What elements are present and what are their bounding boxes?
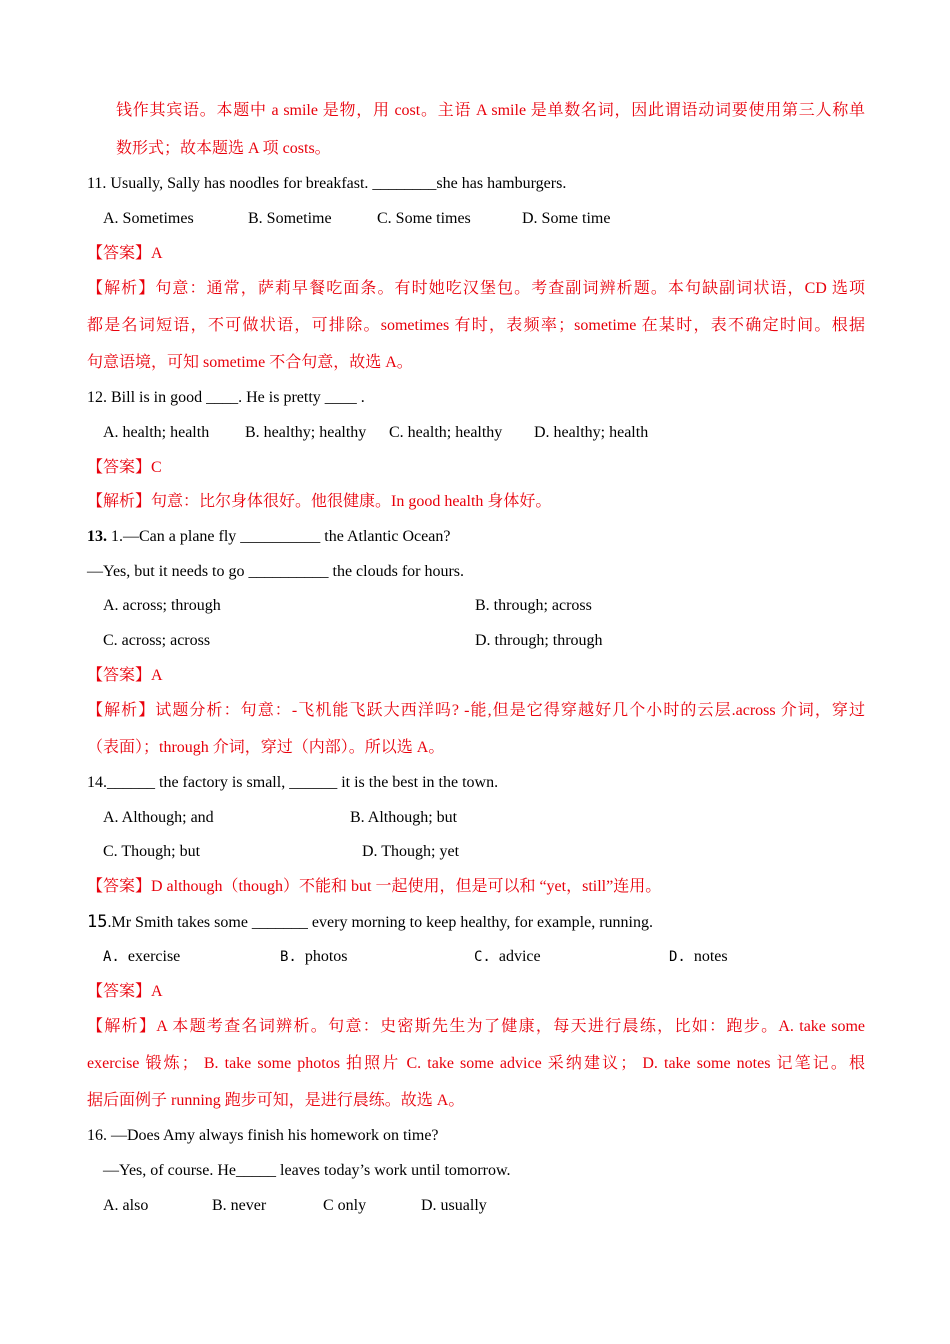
- analysis-13-line-1: 【解析】试题分析：句意：-飞机能飞跃大西洋吗? -能,但是它得穿越好几个小时的云层.across 介词，穿过: [87, 702, 865, 719]
- option-a: A. also: [103, 1197, 149, 1214]
- question-number: 12.: [87, 389, 107, 406]
- analysis-11-line-1: 【解析】句意：通常，萨莉早餐吃面条。有时她吃汉堡包。考查副词辨析题。本句缺副词状语，CD 选项: [87, 280, 865, 297]
- answer-13: 【答案】A: [87, 667, 163, 684]
- question-number: 11.: [87, 175, 107, 192]
- option-text: exercise: [127, 948, 181, 965]
- answer-14: 【答案】D although（though）不能和 but 一起使用，但是可以和 “yet，still”连用。: [87, 878, 662, 895]
- question-13-reply: —Yes, but it needs to go __________ the clouds for hours.: [87, 563, 465, 580]
- analysis-12: 【解析】句意：比尔身体很好。他很健康。In good health 身体好。: [87, 493, 552, 510]
- option-a: A. health; health: [103, 424, 210, 441]
- option-text: photos: [304, 948, 348, 965]
- option-b: B. Sometime: [248, 210, 332, 227]
- option-c: C only: [323, 1197, 367, 1214]
- option-a: A. across; through: [103, 597, 221, 614]
- analysis-13-line-2: （表面）；through 介词，穿过（内部）。所以选 A。: [87, 739, 445, 756]
- answer-12: 【答案】C: [87, 459, 162, 476]
- option-c: C. Though; but: [103, 843, 201, 860]
- option-text: notes: [693, 948, 728, 965]
- option-c: C. Some times: [377, 210, 471, 227]
- option-a: A. Although; and: [103, 809, 214, 826]
- option-text: advice: [498, 948, 541, 965]
- answer-11: 【答案】A: [87, 245, 163, 262]
- intro-line-2: 数形式；故本题选 A 项 costs。: [116, 140, 331, 157]
- option-b: [280, 945, 348, 969]
- option-c: C. across; across: [103, 632, 211, 649]
- option-c: C. health; healthy: [389, 424, 503, 441]
- question-13: [87, 525, 865, 549]
- analysis-15-line-1: 【解析】A 本题考查名词辨析。句意：史密斯先生为了健康，每天进行晨练，比如：跑步。A. take some: [87, 1018, 865, 1035]
- option-d: D. Though; yet: [362, 843, 460, 860]
- analysis-11-line-2: 都是名词短语，不可做状语，可排除。sometimes 有时，表频率；sometime 在某时，表不确定时间。根据: [87, 317, 865, 334]
- option-b: B. Although; but: [350, 809, 458, 826]
- question-number: 15: [87, 912, 108, 932]
- question-number: 13.: [87, 528, 107, 545]
- question-11: [87, 172, 865, 196]
- analysis-15-line-3: 据后面例子 running 跑步可知，是进行晨练。故选 A。: [87, 1092, 465, 1109]
- question-text: Bill is in good ____. He is pretty ____ .: [111, 389, 365, 406]
- option-letter: B.: [280, 949, 297, 965]
- option-d: [669, 945, 728, 969]
- question-15: [87, 910, 865, 935]
- question-14: 14.______ the factory is small, ______ it is the best in the town.: [87, 774, 499, 791]
- option-letter: C.: [474, 949, 491, 965]
- analysis-11-line-3: 句意语境，可知 sometime 不合句意，故选 A。: [87, 354, 413, 371]
- option-d: D. usually: [421, 1197, 487, 1214]
- option-letter: D.: [669, 949, 686, 965]
- question-12: [87, 386, 865, 410]
- question-text: .Mr Smith takes some _______ every morning to keep healthy, for example, running.: [107, 914, 653, 931]
- question-16: 16. —Does Amy always finish his homework on time?: [87, 1127, 439, 1144]
- intro-line-1: 钱作其宾语。本题中 a smile 是物，用 cost。主语 A smile 是单数名词，因此谓语动词要使用第三人称单: [116, 102, 865, 119]
- option-c: [474, 945, 541, 969]
- option-b: B. never: [212, 1197, 267, 1214]
- option-a: A. Sometimes: [103, 210, 194, 227]
- option-b: B. healthy; healthy: [245, 424, 367, 441]
- answer-blank: ________: [372, 175, 437, 192]
- option-a: [103, 945, 180, 969]
- option-letter: A.: [103, 949, 120, 965]
- option-d: D. healthy; health: [534, 424, 649, 441]
- question-text-end: she has hamburgers.: [436, 175, 567, 192]
- option-d: D. through; through: [475, 632, 603, 649]
- question-text: Usually, Sally has noodles for breakfast.: [110, 175, 373, 192]
- option-d: D. Some time: [522, 210, 611, 227]
- question-text: 1.—Can a plane fly __________ the Atlantic Ocean?: [107, 528, 451, 545]
- question-16-reply: —Yes, of course. He_____ leaves today’s work until tomorrow.: [103, 1162, 511, 1179]
- answer-15: 【答案】A: [87, 983, 163, 1000]
- analysis-15-line-2: exercise 锻炼； B. take some photos 拍照片 C. take some advice 采纳建议； D. take some notes 记笔记。根: [87, 1055, 865, 1072]
- option-b: B. through; across: [475, 597, 592, 614]
